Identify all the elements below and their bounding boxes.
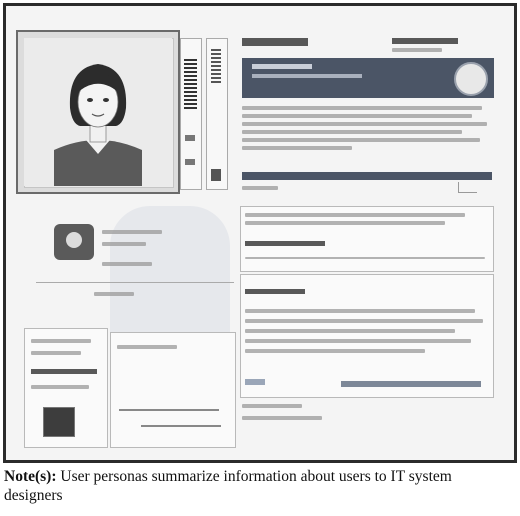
- goals-section: [240, 274, 494, 398]
- id-side-strip: [206, 38, 228, 190]
- contact-card: [24, 328, 108, 448]
- avatar: [54, 224, 94, 260]
- document-header: [238, 30, 496, 100]
- seal-icon: [454, 62, 488, 96]
- bio-text-block: [238, 102, 496, 172]
- caption-text: User personas summarize information about users to IT system designers: [4, 468, 452, 504]
- person-illustration-icon: [24, 38, 172, 186]
- skills-section: [240, 206, 494, 272]
- figure-frame: [3, 3, 517, 463]
- id-barcode-strip: [180, 38, 202, 190]
- section-bar: [242, 172, 492, 180]
- caption-label: Note(s):: [4, 468, 57, 485]
- figure-caption: [4, 467, 514, 505]
- thumbnail-photo: [43, 407, 75, 437]
- portrait-photo: [16, 30, 180, 194]
- notes-card: [110, 332, 236, 448]
- header-banner: [242, 58, 494, 98]
